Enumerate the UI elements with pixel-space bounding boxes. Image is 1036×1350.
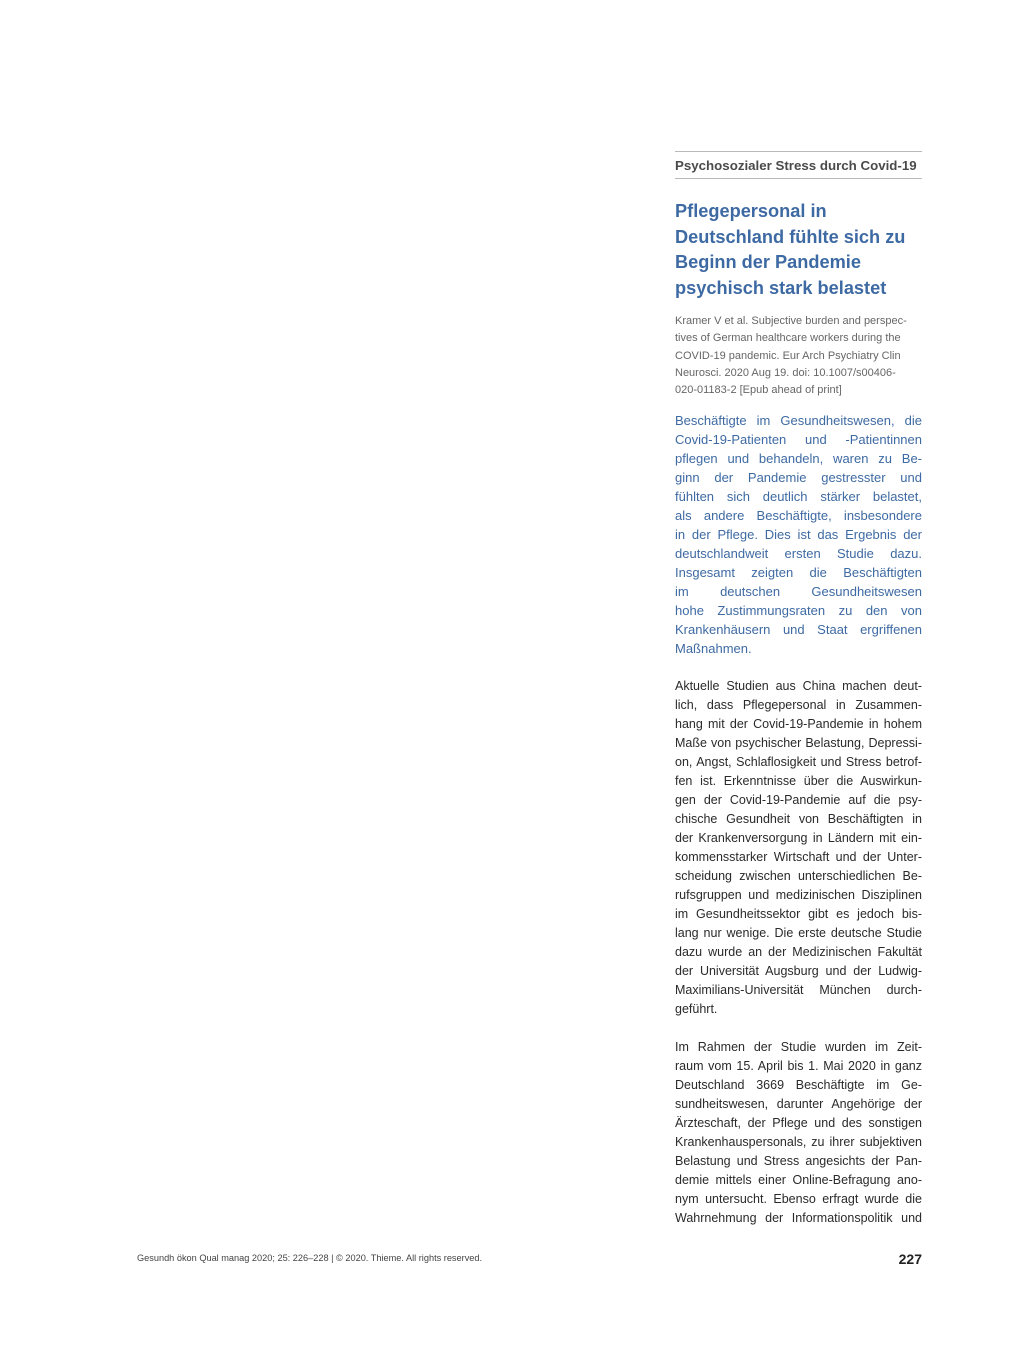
body-paragraph-1 bbox=[675, 677, 922, 1019]
body-line: Maße von psychischer Belastung, Depressi- bbox=[675, 736, 922, 751]
headline-line: Deutschland fühlte sich zu bbox=[675, 226, 906, 247]
body-line: on, Angst, Schlaflosigkeit und Stress betrof- bbox=[675, 755, 922, 770]
body-line: geführt. bbox=[675, 1002, 718, 1017]
body-line: Deutschland 3669 Beschäftigte im Ge- bbox=[675, 1078, 922, 1093]
body-line: der Universität Augsburg und der Ludwig- bbox=[675, 964, 922, 979]
headline-line: Pflegepersonal in bbox=[675, 201, 827, 221]
lead-line: ginn der Pandemie gestresster und bbox=[675, 470, 922, 486]
body-line: Belastung und Stress angesichts der Pan- bbox=[675, 1154, 922, 1169]
body-line: lich, dass Pflegepersonal in Zusammen- bbox=[675, 698, 922, 713]
lead-line: hohe Zustimmungsraten zu den von bbox=[675, 603, 922, 619]
body-line: gen der Covid-19-Pandemie auf die psy- bbox=[675, 793, 922, 808]
reference-line: Kramer V et al. Subjective burden and perspec- bbox=[675, 315, 907, 327]
body-line: rufsgruppen und medizinischen Disziplinen bbox=[675, 888, 922, 903]
body-line: nym untersucht. Ebenso erfragt wurde die bbox=[675, 1192, 922, 1207]
body-line: Maximilians-Universität München durch- bbox=[675, 983, 922, 998]
body-line: der Krankenversorgung in Ländern mit ein- bbox=[675, 831, 922, 846]
body-line: kommensstarker Wirtschaft und der Unter- bbox=[675, 850, 922, 865]
article-column bbox=[675, 151, 922, 1228]
body-line: Ärzteschaft, der Pflege und des sonstigen bbox=[675, 1116, 922, 1131]
lead-paragraph bbox=[675, 411, 922, 658]
section-bottom-rule bbox=[675, 178, 922, 179]
lead-line: pflegen und behandeln, waren zu Be- bbox=[675, 451, 922, 467]
body-line: sundheitswesen, darunter Angehörige der bbox=[675, 1097, 922, 1112]
body-paragraph-2 bbox=[675, 1038, 922, 1228]
headline-line: Beginn der Pandemie bbox=[675, 252, 861, 272]
body-line: chische Gesundheit von Beschäftigten in bbox=[675, 812, 922, 827]
source-reference bbox=[675, 313, 922, 399]
body-line: Aktuelle Studien aus China machen deut- bbox=[675, 679, 922, 694]
reference-line: Neurosci. 2020 Aug 19. doi: 10.1007/s00406- bbox=[675, 366, 896, 379]
lead-line: Covid-19-Patienten und -Patientinnen bbox=[675, 432, 922, 448]
body-line: Krankenhauspersonals, zu ihrer subjektiven bbox=[675, 1135, 922, 1150]
reference-line: tives of German healthcare workers during the bbox=[675, 332, 901, 345]
page-number: 227 bbox=[898, 1251, 922, 1267]
headline-line: psychisch stark belastet bbox=[675, 277, 887, 298]
body-line: demie mittels einer Online-Befragung ano- bbox=[675, 1173, 922, 1188]
lead-line: Maßnahmen. bbox=[675, 641, 752, 657]
section-label: Psychosozialer Stress durch Covid-19 bbox=[675, 158, 917, 173]
body-line: Im Rahmen der Studie wurden im Zeit- bbox=[675, 1040, 922, 1055]
article-headline bbox=[675, 199, 922, 301]
lead-line: Krankenhäusern und Staat ergriffenen bbox=[675, 622, 922, 638]
lead-line: im deutschen Gesundheitswesen bbox=[675, 584, 922, 600]
body-line: scheidung zwischen unterschiedlichen Be- bbox=[675, 869, 922, 884]
lead-line: fühlten sich deutlich stärker belastet, bbox=[675, 489, 922, 505]
body-line: im Gesundheitssektor gibt es jedoch bis- bbox=[675, 907, 922, 922]
body-line: fen ist. Erkenntnisse über die Auswirkun- bbox=[675, 774, 922, 789]
lead-line: Beschäftigte im Gesundheitswesen, die bbox=[675, 413, 922, 429]
lead-line: Insgesamt zeigten die Beschäftigten bbox=[675, 565, 922, 581]
reference-line: 020-01183-2 [Epub ahead of print] bbox=[675, 384, 842, 397]
lead-line: in der Pflege. Dies ist das Ergebnis der bbox=[675, 527, 922, 543]
footer-citation: Gesundh ökon Qual manag 2020; 25: 226–228 | © 2020. Thieme. All rights reserved. bbox=[137, 1253, 483, 1263]
body-line: dazu wurde an der Medizinischen Fakultät bbox=[675, 945, 922, 960]
body-line: lang nur wenige. Die erste deutsche Studie bbox=[675, 926, 922, 941]
lead-line: als andere Beschäftigte, insbesondere bbox=[675, 508, 922, 524]
lead-line: deutschlandweit ersten Studie dazu. bbox=[675, 546, 922, 562]
reference-line: COVID-19 pandemic. Eur Arch Psychiatry Clin bbox=[675, 349, 901, 362]
body-line: raum vom 15. April bis 1. Mai 2020 in ganz bbox=[675, 1059, 922, 1074]
body-line: Wahrnehmung der Informationspolitik und bbox=[675, 1211, 922, 1226]
body-line: hang mit der Covid-19-Pandemie in hohem bbox=[675, 717, 922, 732]
